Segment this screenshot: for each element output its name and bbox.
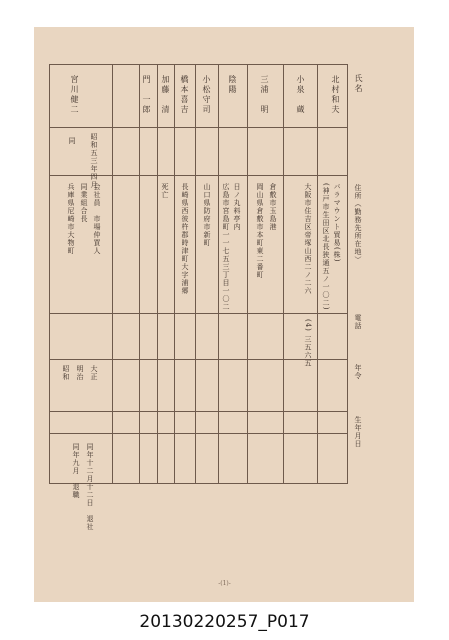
entry-phone: (4) 三五六五 xyxy=(304,319,312,368)
bottom-note: 同年九月 退職 xyxy=(72,443,80,499)
grid-line xyxy=(50,313,347,314)
header-phone: 電話 xyxy=(354,314,362,330)
entry-name: 門 一郎 xyxy=(142,75,151,115)
entry-address: 会社員 市場仲買人 xyxy=(93,183,101,255)
page-number: -(1)- xyxy=(218,580,231,587)
entry-address: 山口県防府市新町 xyxy=(203,183,211,247)
grid-line xyxy=(50,359,347,360)
header-name: 氏名 xyxy=(354,74,363,94)
entry-address: 日ノ丸料亭内 xyxy=(233,183,241,231)
entry-address: (神戸市生田区北長狭通五ノ一〇二) xyxy=(322,183,330,311)
entry-name: 北村和夫 xyxy=(331,75,340,115)
row-label: 明治 xyxy=(76,365,84,381)
entry-address: バラマウント貿易(株) xyxy=(333,183,341,263)
entry-address: 長崎県西彼杵郡時津町大字浦郷 xyxy=(181,183,189,295)
grid-line xyxy=(50,411,347,412)
header-birth: 生年月日 xyxy=(354,416,362,448)
entry-name: 橋本喜吉 xyxy=(180,75,189,115)
row-label: 昭和 xyxy=(62,365,70,381)
entry-address: 広島市宮島町一一七五三丁目一〇二 xyxy=(222,183,230,311)
grid-line xyxy=(50,127,347,128)
entry-address: 倉敷市玉島港 xyxy=(269,183,277,231)
header-age: 年令 xyxy=(354,364,362,380)
entry-name: 加藤 清 xyxy=(161,75,170,115)
entry-address: 死亡 xyxy=(161,183,169,199)
entry-address: 岡山県倉敷市本町東二番町 xyxy=(256,183,264,279)
bottom-note: 同年十二月十二日 退社 xyxy=(86,443,94,531)
roster-table xyxy=(49,64,348,531)
entry-name: 三浦 明 xyxy=(260,75,269,115)
entry-address: 兵庫県尼崎市大物町 xyxy=(67,183,75,255)
entry-name: 小松守司 xyxy=(202,75,211,115)
top-label: 昭和五三年四月 xyxy=(90,133,98,189)
entry-name: 小泉 蔵 xyxy=(296,75,305,115)
entry-address: 同業組合長 xyxy=(80,183,88,223)
image-caption: 20130220257_P017 xyxy=(139,612,310,632)
entry-address: 大阪市住吉区帝塚山西二ノ二六 xyxy=(304,183,312,295)
entry-name: 陰陽 xyxy=(228,75,237,95)
row-label: 大正 xyxy=(90,365,98,381)
header-column xyxy=(348,64,414,484)
entry-name: 宮川健二 xyxy=(70,75,79,115)
top-label: 同 xyxy=(68,137,76,145)
grid-line xyxy=(50,433,347,434)
header-address: 住所（勤務先所在地） xyxy=(354,184,362,264)
